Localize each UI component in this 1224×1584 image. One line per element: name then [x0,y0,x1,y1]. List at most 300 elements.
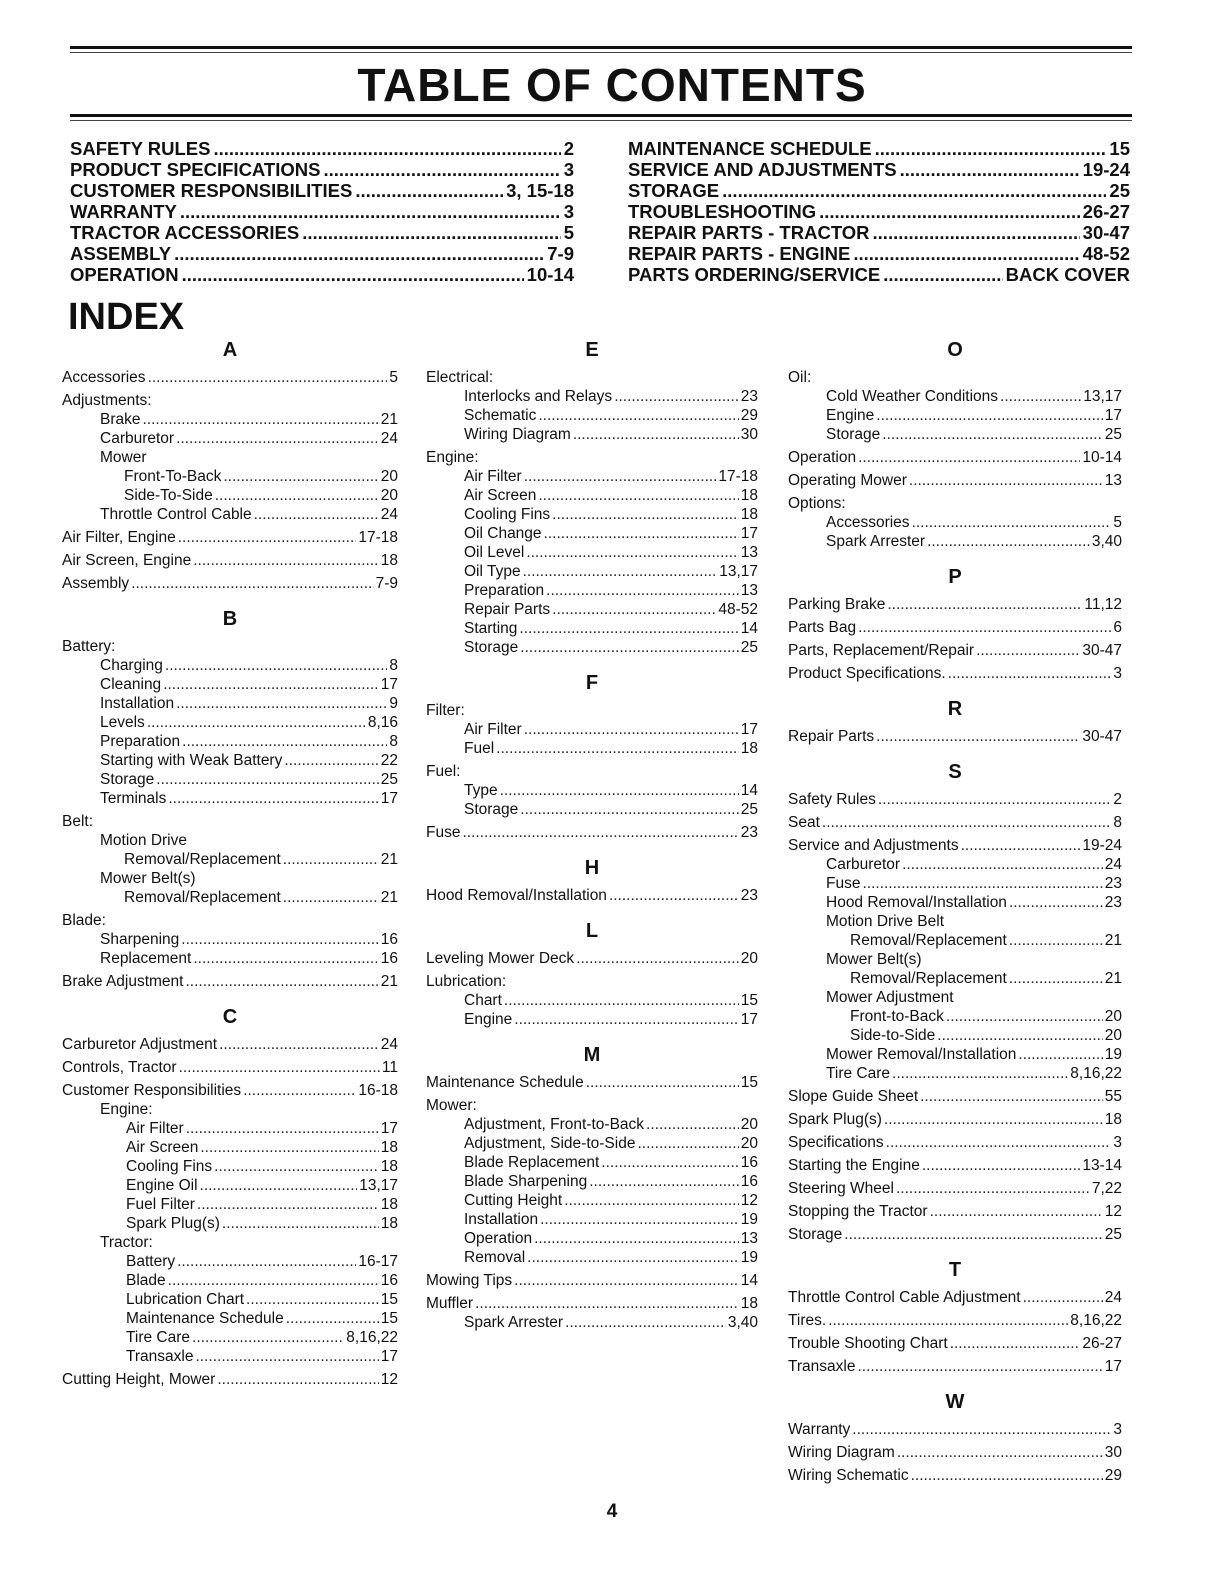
index-entry-page: 21 [380,851,398,868]
index-entry [788,813,1122,832]
page-number: 4 [606,1501,618,1522]
index-entry-page: 16-17 [358,1253,398,1270]
index-entry-text: Parts, Replacement/Repair [788,642,975,659]
leader-dots [1009,931,1103,950]
index-entry [62,831,398,850]
toc-entry-page: 48-52 [1082,243,1130,264]
index-entry-page: 18 [740,1295,758,1312]
toc-entry-page: 26-27 [1082,201,1130,222]
leader-dots [896,1179,1090,1198]
index-entry-page: 7,22 [1091,1180,1122,1197]
toc-entry [70,201,574,222]
index-entry-page: 21 [380,411,398,428]
leader-dots [875,138,1107,159]
leader-dots [193,551,379,570]
index-entry [62,637,398,656]
index-entry-text: Oil Level [464,544,525,561]
index-entry-page: 20 [1104,1027,1122,1044]
index-entry-text: Side-To-Side [124,487,213,504]
index-entry-text: Tires. [788,1312,827,1329]
leader-dots [852,1420,1111,1439]
index-entry-page: 16-18 [358,1082,398,1099]
index-entry [426,823,758,842]
index-entry-text: Muffler [426,1295,474,1312]
index-entry [788,1225,1122,1244]
index-entry [426,387,758,406]
index-entry-page: 17 [1104,1358,1122,1375]
leader-dots [323,159,560,180]
index-entry-page: 17 [740,721,758,738]
leader-dots [179,1058,380,1077]
index-entry [62,949,398,968]
index-entry-text: Stopping the Tractor [788,1203,928,1220]
index-entry [788,368,1122,387]
index-entry-page: 24 [1104,1289,1122,1306]
index-entry-text: Engine Oil [126,1177,198,1194]
toc-entry-title: SAFETY RULES [70,138,211,159]
index-entry-text: Parts Bag [788,619,857,636]
index-entry [426,505,758,524]
leader-dots [876,727,1080,746]
index-entry-page: 12 [380,1371,398,1388]
index-entry [62,486,398,505]
index-entry [62,528,398,547]
index-entry-page: 18 [740,487,758,504]
index-entry-page: 15 [380,1310,398,1327]
index-entry-page: 25 [740,801,758,818]
index-entry [426,991,758,1010]
index-entry-text: Fuse [426,824,461,841]
index-entry-page: 9 [389,695,398,712]
index-entry-text: Throttle Control Cable Adjustment [788,1289,1021,1306]
leader-dots [526,543,738,562]
index-entry-page: 11,12 [1084,596,1122,613]
index-entry [62,551,398,570]
index-entry-text: Oil: [788,369,812,386]
index-entry-text: Carburetor Adjustment [62,1036,218,1053]
index-entry-text: Accessories [62,369,146,386]
index-entry-text: Tractor: [100,1234,153,1251]
leader-dots [147,713,366,732]
index-entry-text: Air Screen [126,1139,199,1156]
index-entry-page: 16 [380,931,398,948]
index-entry-text: Storage [464,801,519,818]
index-entry-page: 23 [740,388,758,405]
index-entry [62,429,398,448]
toc-entry-title: REPAIR PARTS - ENGINE [628,243,851,264]
leader-dots [186,1119,379,1138]
index-entry-page: 24 [380,506,398,523]
index-entry [788,1045,1122,1064]
index-entry [788,855,1122,874]
leader-dots [544,524,739,543]
leader-dots [185,972,378,991]
leader-dots [181,930,378,949]
index-entry [62,930,398,949]
index-entry-page: 19 [1104,1046,1122,1063]
index-entry [788,664,1122,683]
index-column-2 [426,338,758,1332]
leader-dots [862,874,1102,893]
index-entry-page: 23 [740,824,758,841]
index-entry-page: 24 [380,1036,398,1053]
leader-dots [514,1271,739,1290]
index-entry-page: 13,17 [1083,388,1122,405]
index-entry-page: 20 [740,950,758,967]
index-entry-page: 25 [380,771,398,788]
index-entry-page: 26-27 [1082,1335,1122,1352]
index-entry-text: Air Filter, Engine [62,529,176,546]
leader-dots [527,1248,739,1267]
index-letter-heading: P [948,566,962,588]
index-entry-page: 6 [1113,619,1122,636]
index-entry-page: 8 [389,657,398,674]
index-column-1 [62,338,398,1389]
index-entry-text: Tire Care [126,1329,191,1346]
index-letter-heading: B [222,608,238,630]
index-entry-text: Warranty [788,1421,851,1438]
index-entry [62,869,398,888]
index-entry [62,410,398,429]
leader-dots [902,855,1103,874]
index-letter-heading: W [945,1391,965,1413]
leader-dots [534,1229,739,1248]
index-entry-text: Seat [788,814,820,831]
index-entry-page: 13,17 [359,1177,398,1194]
index-entry-text: Maintenance Schedule [426,1074,584,1091]
index-entry-page: 30 [1104,1444,1122,1461]
leader-dots [609,886,739,905]
index-entry-text: Battery [126,1253,176,1270]
index-entry-text: Lubrication Chart [126,1291,245,1308]
index-entry-text: Steering Wheel [788,1180,894,1197]
index-entry [426,406,758,425]
index-entry [62,732,398,751]
index-entry [788,790,1122,809]
index-entry-page: 8,16 [367,714,398,731]
index-entry [426,368,758,387]
leader-dots [180,201,561,222]
index-entry-page: 30-47 [1082,728,1122,745]
index-entry [788,969,1122,988]
index-entry-text: Parking Brake [788,596,886,613]
index-entry-page: 15 [740,992,758,1009]
index-entry-text: Schematic [464,407,537,424]
index-entry-page: 8,16,22 [1070,1065,1122,1082]
index-entry-page: 19 [740,1249,758,1266]
index-entry-text: Mower Removal/Installation [826,1046,1017,1063]
index-entry-text: Air Filter [464,468,522,485]
title-underline [70,114,1132,117]
leader-dots [1023,1288,1103,1307]
leader-dots [500,781,739,800]
index-entry-text: Adjustment, Side-to-Side [464,1135,636,1152]
index-entry-page: 7-9 [375,575,398,592]
leader-dots [176,694,387,713]
index-entry-page: 24 [380,430,398,447]
index-entry-text: Safety Rules [788,791,876,808]
index-entry [426,1229,758,1248]
index-entry [788,727,1122,746]
index-entry-page: 17 [380,676,398,693]
index-entry-page: 18 [1104,1111,1122,1128]
index-entry-text: Storage [100,771,155,788]
toc-entry-page: 15 [1109,138,1130,159]
toc-entry-title: OPERATION [70,264,179,285]
index-entry [788,1466,1122,1485]
leader-dots [223,467,378,486]
index-entry [788,618,1122,637]
toc-entry-title: PRODUCT SPECIFICATIONS [70,159,321,180]
index-entry [62,751,398,770]
index-entry [788,1026,1122,1045]
index-entry [62,467,398,486]
index-entry-text: Starting with Weak Battery [100,752,283,769]
index-entry-text: Hood Removal/Installation [826,894,1007,911]
index-entry-page: 18 [380,552,398,569]
index-entry [62,1195,398,1214]
index-entry-text: Cooling Fins [126,1158,213,1175]
index-entry-text: Wiring Diagram [464,426,571,443]
index-entry [788,1311,1122,1330]
index-entry-page: 20 [740,1116,758,1133]
leader-dots [475,1294,739,1313]
index-entry [426,762,758,781]
leader-dots [614,387,739,406]
index-entry-page: 18 [380,1196,398,1213]
index-entry-text: Product Specifications. [788,665,946,682]
index-entry-page: 8 [1113,814,1122,831]
toc-entry-page: 7-9 [547,243,574,264]
index-entry-text: Front-to-Back [850,1008,944,1025]
index-entry-page: 18 [740,740,758,757]
index-entry-text: Throttle Control Cable [100,506,252,523]
index-entry-text: Air Screen [464,487,537,504]
index-entry-page: 18 [740,506,758,523]
index-entry-page: 19-24 [1082,837,1122,854]
index-entry [426,1115,758,1134]
leader-dots [519,619,738,638]
leader-dots [882,425,1102,444]
leader-dots [283,888,379,907]
index-entry [788,874,1122,893]
index-entry-text: Operation [464,1230,533,1247]
toc-entry-page: 30-47 [1082,222,1130,243]
index-entry [788,641,1122,660]
index-entry [62,656,398,675]
index-entry [788,387,1122,406]
index-entry-text: Cutting Height [464,1192,563,1209]
index-entry-text: Mower Belt(s) [100,870,196,887]
leader-dots [586,1073,739,1092]
leader-dots [523,562,718,581]
index-entry [62,1100,398,1119]
index-entry-page: 11 [381,1059,398,1076]
leader-dots [858,618,1111,637]
leader-dots [462,823,738,842]
leader-dots [192,1328,344,1347]
index-entry-text: Installation [464,1211,539,1228]
index-letter-heading: S [948,761,962,783]
leader-dots [892,1064,1068,1083]
toc-entry-title: CUSTOMER RESPONSIBILITIES [70,180,353,201]
index-entry-text: Mower: [426,1097,477,1114]
leader-dots [215,486,379,505]
index-entry-text: Belt: [62,813,94,830]
leader-dots [819,201,1080,222]
index-entry-page: 16 [740,1154,758,1171]
index-entry [62,850,398,869]
leader-dots [243,1081,356,1100]
index-entry-page: 10-14 [1082,449,1122,466]
leader-dots [858,448,1080,467]
index-entry-page: 25 [740,639,758,656]
index-entry [788,1007,1122,1026]
index-entry [62,391,398,410]
index-entry [426,949,758,968]
index-entry [426,1271,758,1290]
leader-dots [1000,387,1081,406]
leader-dots [920,1087,1103,1106]
leader-dots [552,505,739,524]
index-entry-text: Fuel [464,740,495,757]
index-entry-text: Preparation [464,582,545,599]
toc-entry-title: TROUBLESHOOTING [628,201,817,222]
index-entry-text: Carburetor [826,856,901,873]
index-letter-heading: R [947,698,963,720]
index-entry-page: 17 [740,1011,758,1028]
index-entry [788,494,1122,513]
index-entry [426,800,758,819]
index-entry-text: Mowing Tips [426,1272,513,1289]
index-entry [426,486,758,505]
toc-entry-page: 25 [1109,180,1130,201]
index-entry [426,638,758,657]
leader-dots [1009,969,1103,988]
index-entry-text: Maintenance Schedule [126,1310,284,1327]
index-entry-text: Controls, Tractor [62,1059,177,1076]
index-entry-text: Starting [464,620,518,637]
index-entry-text: Repair Parts [788,728,875,745]
index-entry [62,1347,398,1366]
index-entry-page: 14 [740,620,758,637]
leader-dots [168,1271,379,1290]
index-entry-text: Side-to-Side [850,1027,936,1044]
leader-dots [722,180,1106,201]
index-entry-text: Removal [464,1249,526,1266]
index-entry [62,1081,398,1100]
index-entry [788,1064,1122,1083]
index-entry-text: Operating Mower [788,472,907,489]
index-entry-text: Air Filter [464,721,522,738]
index-entry-text: Front-To-Back [124,468,222,485]
toc-entry-title: TRACTOR ACCESSORIES [70,222,300,243]
index-letter-heading: H [584,857,600,879]
leader-dots [163,675,379,694]
index-entry-text: Storage [464,639,519,656]
index-entry [426,543,758,562]
leader-dots [284,751,378,770]
toc-entry-title: WARRANTY [70,201,177,222]
leader-dots [213,138,560,159]
index-entry-text: Preparation [100,733,181,750]
index-entry-text: Electrical: [426,369,494,386]
index-entry-text: Fuse [826,875,861,892]
index-entry-page: 17 [380,1120,398,1137]
index-entry [62,713,398,732]
leader-dots [197,1195,379,1214]
leader-dots [176,429,379,448]
index-entry-text: Terminals [100,790,167,807]
leader-dots [887,595,1082,614]
index-entry-page: 13-14 [1082,1157,1122,1174]
leader-dots [540,1210,739,1229]
leader-dots [589,1172,739,1191]
index-entry [788,1443,1122,1462]
leader-dots [601,1153,738,1172]
index-entry-text: Wiring Schematic [788,1467,909,1484]
index-entry-page: 22 [380,752,398,769]
toc-entry-page: 3, 15-18 [506,180,574,201]
leader-dots [828,1311,1068,1330]
index-entry-text: Type [464,782,498,799]
index-entry [788,893,1122,912]
index-entry-page: 29 [740,407,758,424]
index-entry-page: 18 [380,1158,398,1175]
index-entry-text: Storage [788,1226,843,1243]
leader-dots [520,638,738,657]
index-entry-page: 3,40 [1091,533,1122,550]
index-entry-text: Customer Responsibilities [62,1082,242,1099]
index-entry [426,448,758,467]
index-entry-page: 21 [380,973,398,990]
toc-entry-title: REPAIR PARTS - TRACTOR [628,222,870,243]
index-entry-page: 23 [1104,894,1122,911]
index-entry-text: Removal/Replacement [124,851,281,868]
index-letter-heading: O [947,339,963,361]
index-entry-text: Service and Adjustments [788,837,959,854]
index-entry-page: 19 [740,1211,758,1228]
index-entry-page: 29 [1104,1467,1122,1484]
toc-entry [70,222,574,243]
index-entry-text: Mower Belt(s) [826,951,922,968]
index-entry-page: 55 [1104,1088,1122,1105]
leader-dots [922,1156,1081,1175]
index-entry-page: 8,16,22 [1070,1312,1122,1329]
leader-dots [873,222,1080,243]
toc-entry [628,180,1130,201]
leader-dots [900,159,1080,180]
index-entry [788,1110,1122,1129]
index-entry-page: 25 [1104,1226,1122,1243]
index-entry [788,425,1122,444]
leader-dots [504,991,739,1010]
index-entry-page: 15 [380,1291,398,1308]
index-entry [62,1035,398,1054]
index-entry [62,1119,398,1138]
toc-entry [628,264,1130,285]
index-entry-text: Air Screen, Engine [62,552,192,569]
index-entry-page: 17-18 [358,529,398,546]
index-entry [62,1309,398,1328]
index-entry [788,1202,1122,1221]
index-entry-page: 16 [740,1173,758,1190]
toc-entry-title: ASSEMBLY [70,243,172,264]
index-entry [788,912,1122,931]
leader-dots [930,1202,1103,1221]
index-entry [426,425,758,444]
index-entry-page: 17 [380,1348,398,1365]
